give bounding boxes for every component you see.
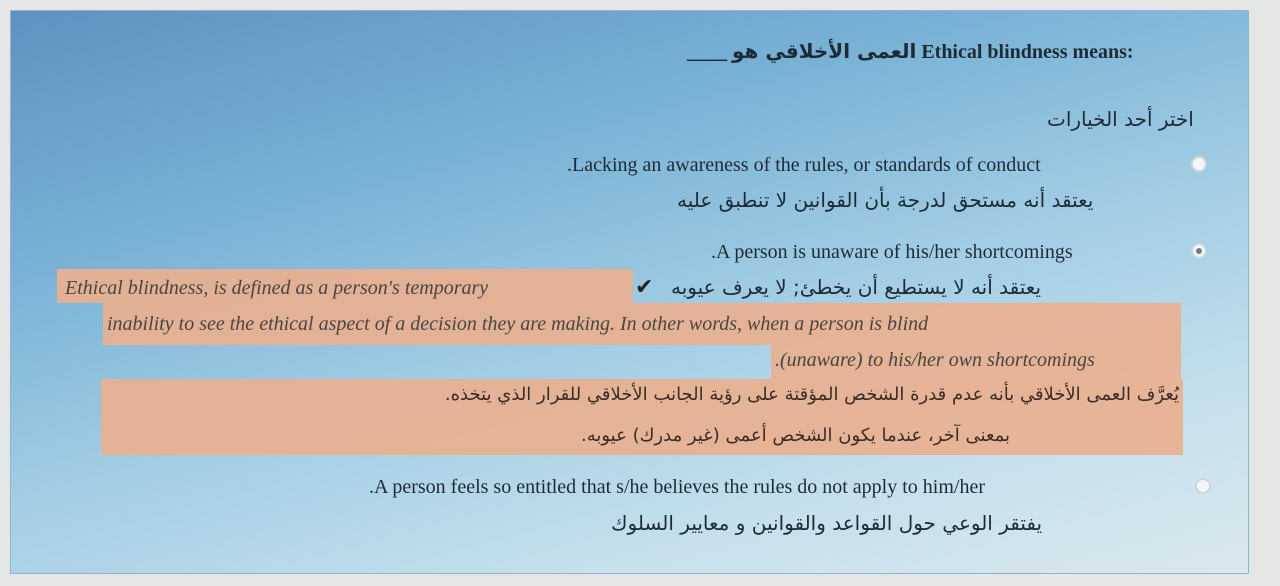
option-1-arabic[interactable]: يعتقد أنه مستحق لدرجة بأن القوانين لا تنطبق عليه (677, 188, 1094, 212)
question-arabic: العمى الأخلاقي هو (732, 39, 917, 63)
question-panel (10, 10, 1249, 574)
feedback-english-line3: .(unaware) to his/her own shortcomings (775, 349, 1095, 371)
feedback-arabic-line2: بمعنى آخر، عندما يكون الشخص أعمى (غير مدرك) عيوبه. (581, 425, 1011, 446)
question-text (687, 39, 1134, 64)
option-3-english[interactable]: .A person feels so entitled that s/he believes the rules do not apply to him/her (369, 476, 985, 498)
option-1-radio[interactable] (1191, 156, 1207, 172)
question-english: Ethical blindness means: (921, 41, 1134, 63)
select-one-label: اختر أحد الخيارات (1047, 107, 1194, 131)
feedback-arabic-line1: يُعرَّف العمى الأخلاقي بأنه عدم قدرة الشخص المؤقتة على رؤية الجانب الأخلاقي للقرار الذي يتخذه. (444, 384, 1179, 405)
question-blank: ____ (687, 41, 727, 63)
option-3-arabic[interactable]: يفتقر الوعي حول القواعد والقوانين و معايير السلوك (611, 511, 1043, 535)
option-1-english[interactable]: .Lacking an awareness of the rules, or standards of conduct (567, 154, 1041, 176)
option-3-radio[interactable] (1195, 478, 1211, 494)
option-2-english[interactable]: .A person is unaware of his/her shortcomings (711, 241, 1073, 263)
option-2-arabic[interactable]: يعتقد أنه لا يستطيع أن يخطئ; لا يعرف عيوبه (671, 275, 1042, 299)
feedback-english-line2: inability to see the ethical aspect of a decision they are making. In other words, when a person is blind (107, 313, 929, 335)
feedback-english-line1: Ethical blindness, is defined as a person's temporary (65, 277, 489, 299)
correct-check-icon: ✔ (635, 275, 654, 300)
option-2-radio[interactable] (1191, 243, 1207, 259)
